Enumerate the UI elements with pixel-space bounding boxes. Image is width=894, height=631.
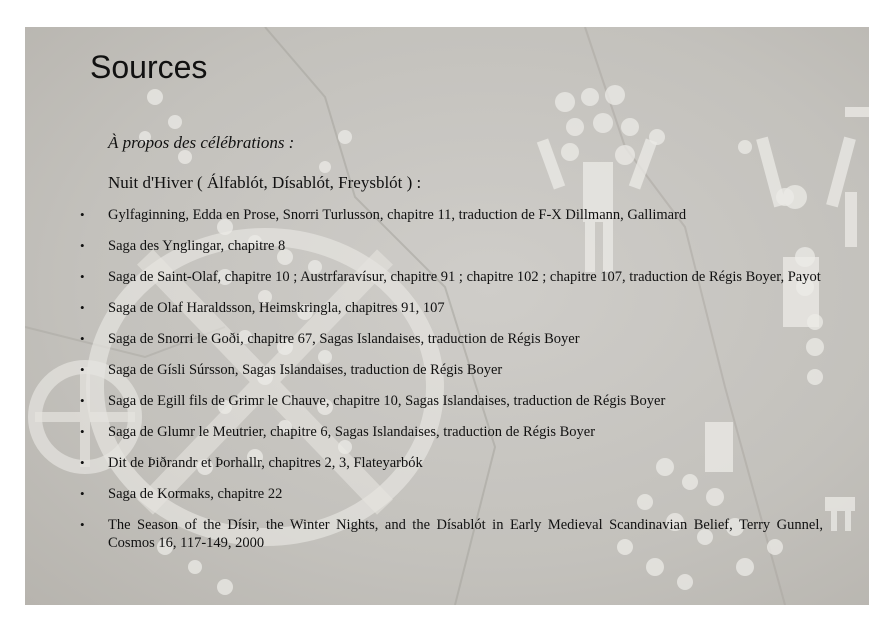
list-item <box>25 392 869 410</box>
list-item-text: The Season of the Dísir, the Winter Nights, and the Dísablót in Early Medieval Scandinavian Belief, Terry Gunnel, Cosmos 16, 117-149, 2000 <box>108 517 823 551</box>
list-item-text: Saga de Glumr le Meutrier, chapitre 6, Sagas Islandaises, traduction de Régis Boyer <box>108 424 596 440</box>
list-item <box>25 516 869 552</box>
list-item <box>25 330 869 348</box>
list-item-text: Gylfaginning, Edda en Prose, Snorri Turlusson, chapitre 11, traduction de F-X Dillmann, Gallimard <box>108 207 687 223</box>
list-item <box>25 361 869 379</box>
list-item <box>25 299 869 317</box>
list-item <box>25 237 869 255</box>
bullet-icon: • <box>80 393 85 408</box>
list-item-text: Saga de Gísli Súrsson, Sagas Islandaises, traduction de Régis Boyer <box>108 362 503 378</box>
list-item-text: Saga de Snorri le Goði, chapitre 67, Sagas Islandaises, traduction de Régis Boyer <box>108 331 580 347</box>
list-item-text: Saga de Saint-Olaf, chapitre 10 ; Austrfaravísur, chapitre 91 ; chapitre 102 ; chapitre 107, traduction de Régis Boyer, Payot <box>108 269 821 285</box>
bullet-icon: • <box>80 362 85 377</box>
list-item <box>25 206 869 224</box>
bullet-icon: • <box>80 207 85 222</box>
sources-list <box>25 206 869 565</box>
page-title: Sources <box>90 49 208 85</box>
list-item-text: Dit de Þiðrandr et Þorhallr, chapitres 2, 3, Flateyarbók <box>108 455 423 471</box>
list-item-text: Saga des Ynglingar, chapitre 8 <box>108 238 286 254</box>
list-item <box>25 423 869 441</box>
bullet-icon: • <box>80 300 85 315</box>
list-item-text: Saga de Kormaks, chapitre 22 <box>108 486 283 502</box>
bullet-icon: • <box>80 517 85 532</box>
list-item-text: Saga de Egill fils de Grimr le Chauve, chapitre 10, Sagas Islandaises, traduction de Régis Boyer <box>108 393 666 409</box>
list-item <box>25 485 869 503</box>
section-heading: À propos des célébrations : <box>108 133 295 152</box>
bullet-icon: • <box>80 455 85 470</box>
subheading: Nuit d'Hiver ( Álfablót, Dísablót, Freysblót ) : <box>108 173 422 192</box>
slide <box>25 27 869 605</box>
bullet-icon: • <box>80 331 85 346</box>
list-item <box>25 454 869 472</box>
bullet-icon: • <box>80 238 85 253</box>
list-item <box>25 268 869 286</box>
list-item-text: Saga de Olaf Haraldsson, Heimskringla, chapitres 91, 107 <box>108 300 445 316</box>
bullet-icon: • <box>80 269 85 284</box>
bullet-icon: • <box>80 424 85 439</box>
bullet-icon: • <box>80 486 85 501</box>
